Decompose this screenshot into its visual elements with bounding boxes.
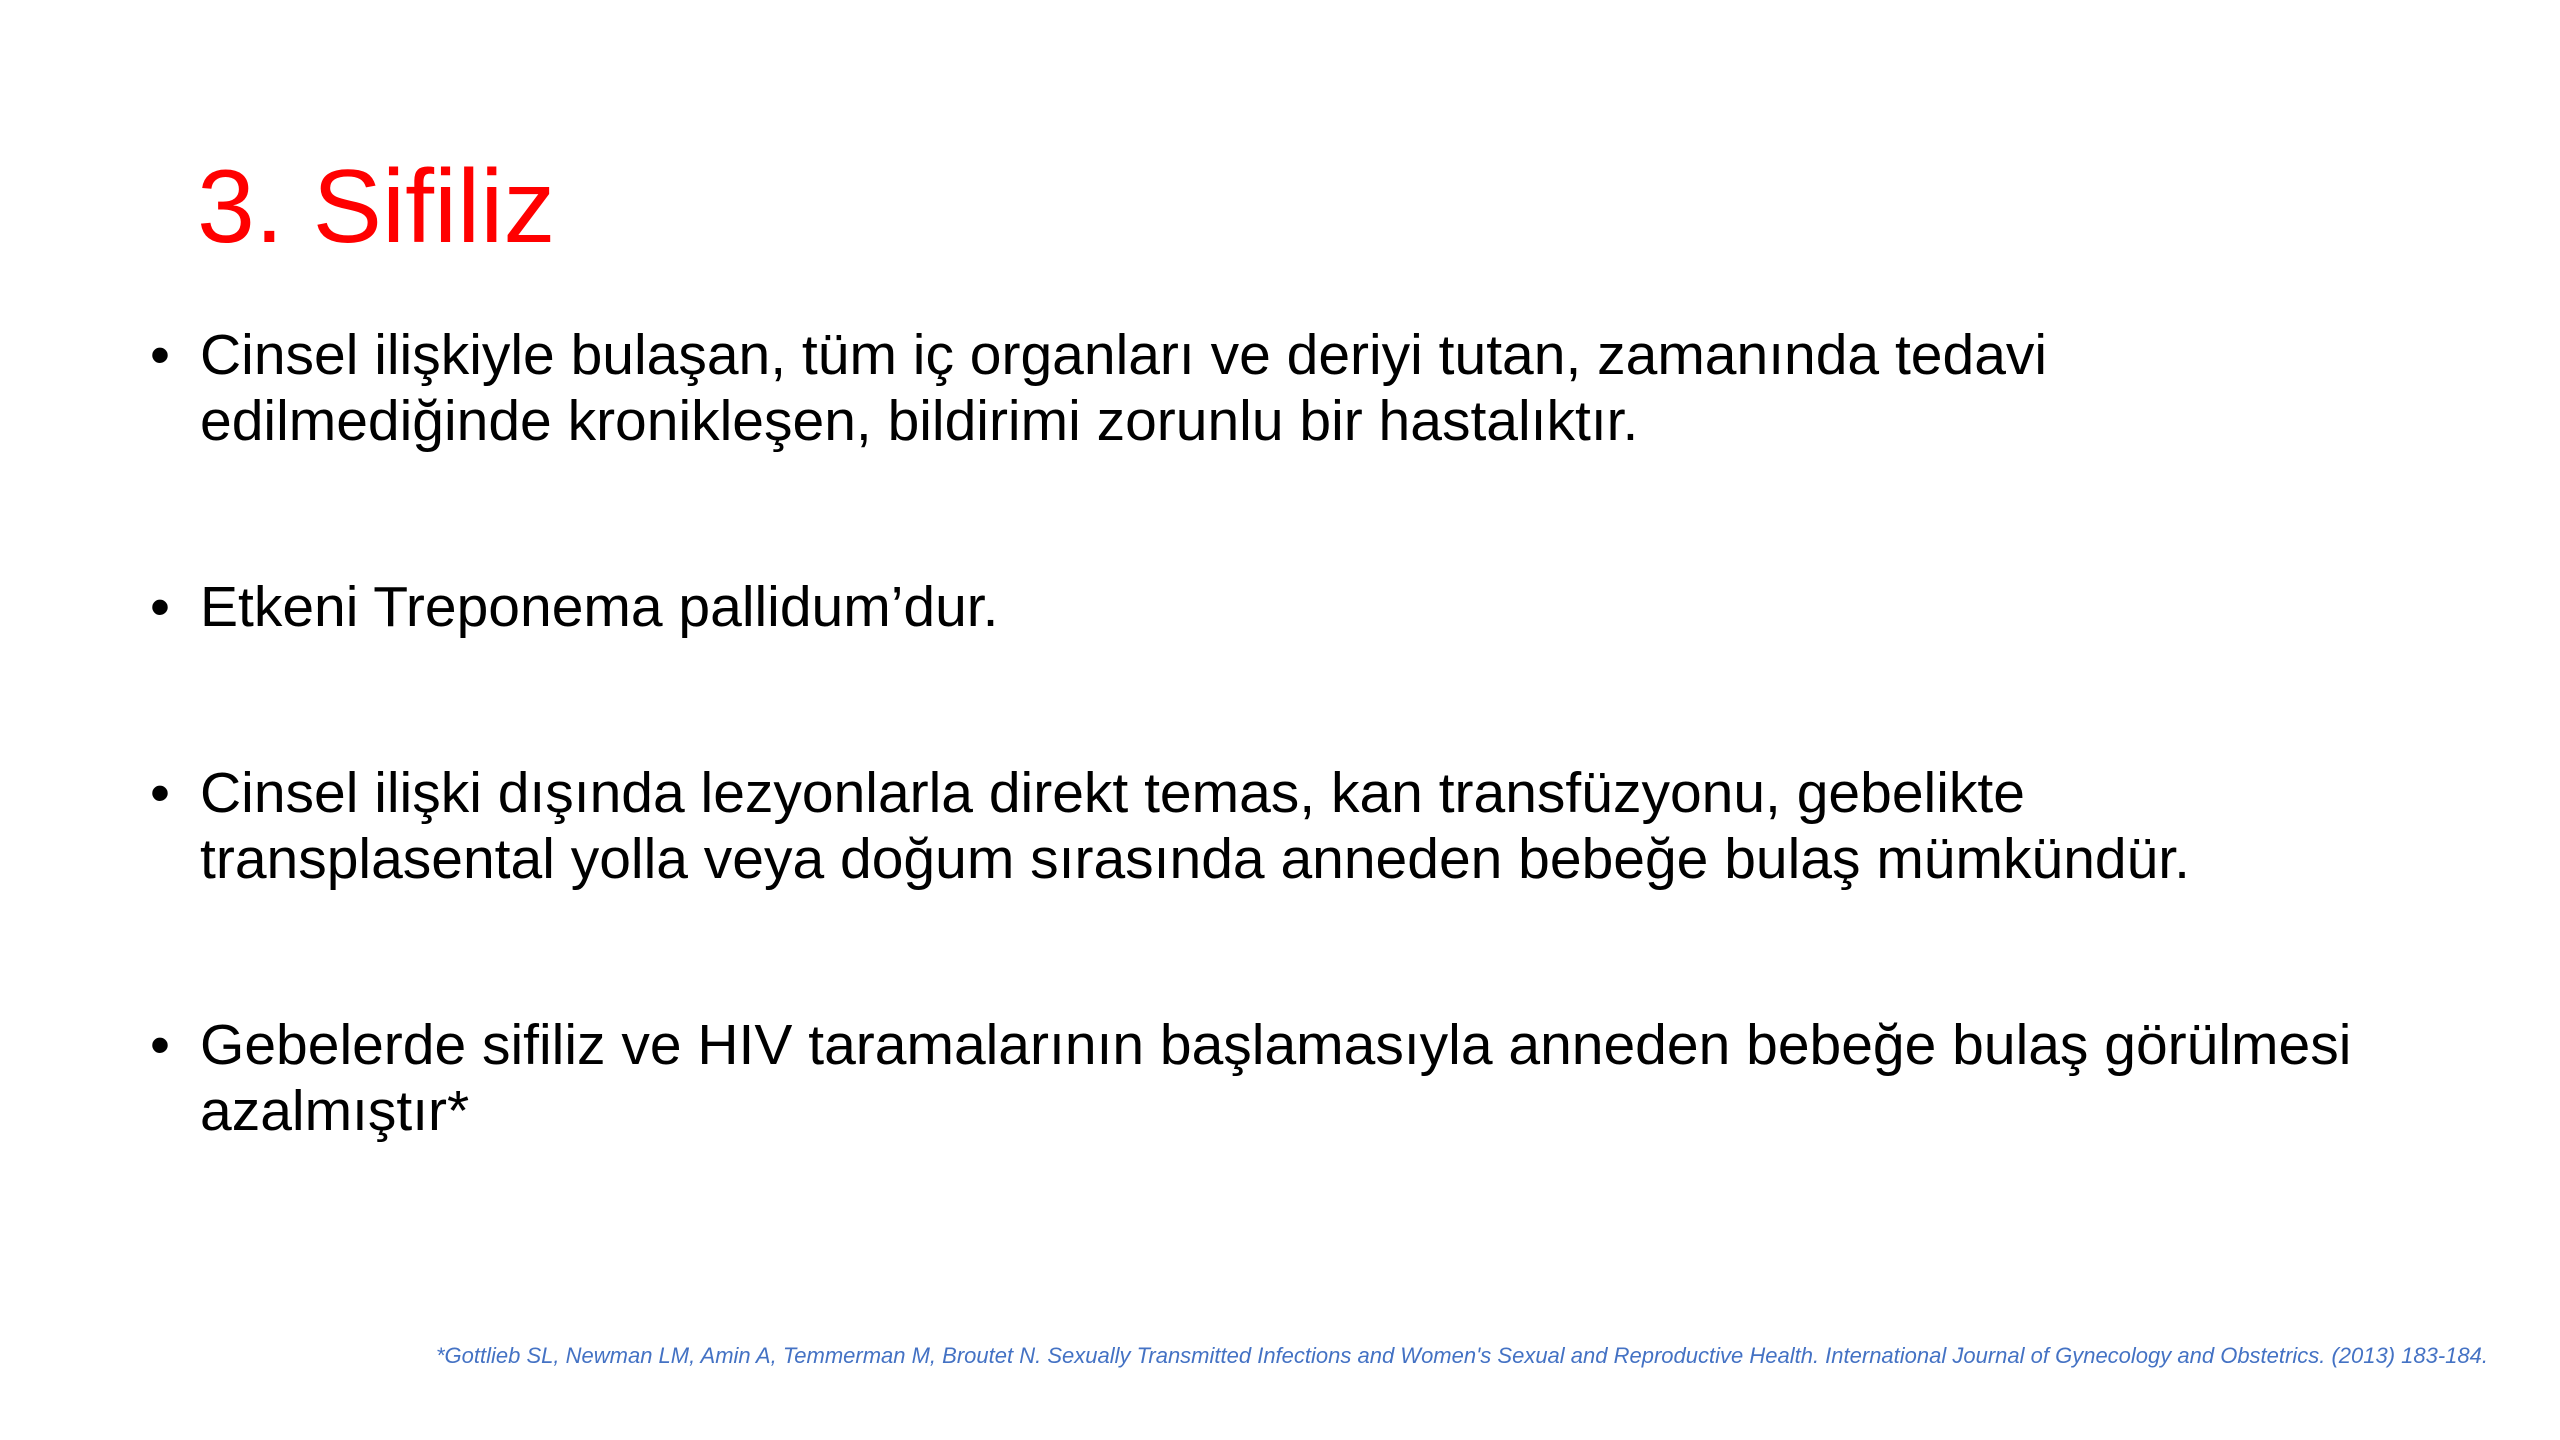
bullet-text: Etkeni Treponema pallidum’dur.	[200, 575, 999, 639]
bullet-item	[150, 322, 2360, 454]
slide-title: 3. Sifiliz	[197, 149, 556, 265]
bullet-item	[150, 760, 2360, 892]
bullet-dot-icon: •	[150, 575, 170, 639]
bullet-list	[150, 322, 2360, 1264]
reference-citation: *Gottlieb SL, Newman LM, Amin A, Temmerman M, Broutet N. Sexually Transmitted Infections and Women's Sexual and Reproductive Health. International Journal of Gynecology and Obstetrics. (2013) 183-184.	[436, 1343, 2489, 1368]
bullet-item	[150, 574, 2360, 640]
bullet-dot-icon: •	[150, 323, 170, 387]
bullet-text: Cinsel ilişki dışında lezyonlarla direkt temas, kan transfüzyonu, gebelikte transplasental yolla veya doğum sırasında anneden bebeğe bulaş mümkündür.	[200, 761, 2190, 891]
bullet-dot-icon: •	[150, 1013, 170, 1077]
bullet-item	[150, 1012, 2360, 1144]
bullet-text: Cinsel ilişkiyle bulaşan, tüm iç organları ve deriyi tutan, zamanında tedavi edilmediğinde kronikleşen, bildirimi zorunlu bir hastalıktır.	[200, 323, 2048, 453]
bullet-text: Gebelerde sifiliz ve HIV taramalarının başlamasıyla anneden bebeğe bulaş görülmesi azalmıştır*	[200, 1013, 2352, 1143]
bullet-dot-icon: •	[150, 761, 170, 825]
